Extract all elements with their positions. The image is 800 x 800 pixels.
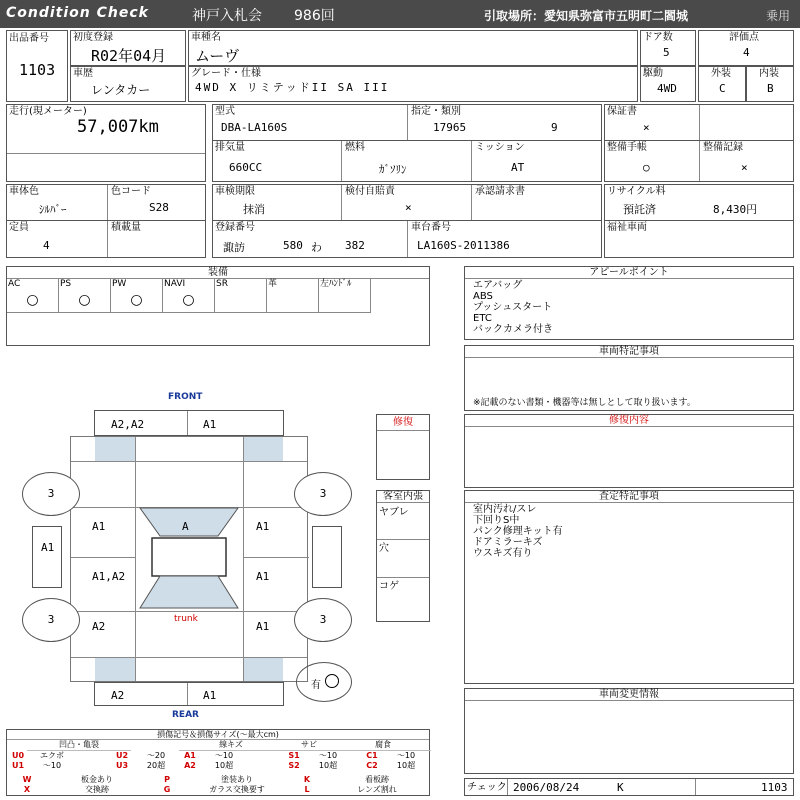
legend-other-desc: 板金あり [81,775,113,784]
recycle-label: リサイクル料 [607,186,666,197]
wheel-rear-right: 3 [294,598,352,642]
warranty-value: × [643,121,650,134]
type-value: DBA-LA160S [221,121,288,134]
interior-line-2 [377,577,429,578]
mileage-divider [7,153,205,154]
capacity-divider [107,221,108,257]
equipment-value: ○ [26,292,39,308]
inspection-value: 抹消 [243,203,265,216]
equipment-value: ○ [182,292,195,308]
check-footer [464,778,794,796]
fuel-value: ｶﾞｿﾘﾝ [379,163,407,176]
lot-value: 1103 [19,61,56,79]
repair-content-title: 修復内容 [465,415,793,427]
drive-label: 駆動 [643,68,663,79]
exterior-value: C [719,82,726,95]
spare-tire [296,662,352,702]
equipment-label: 革 [268,279,278,289]
warranty-label: 保証書 [607,106,637,117]
engine-divider-2 [471,141,472,181]
interior-lining-title: 客室内張 [377,491,429,503]
rear-label: REAR [172,710,199,720]
legend-group: 腐食 [335,740,431,751]
left-fender-mark: A1 [92,520,106,533]
score-label: 評価点 [729,32,759,43]
approval-label: 承認請求書 [475,186,525,197]
repair-content-box [464,414,794,488]
type-label: 型式 [215,106,235,117]
cabin-outline [134,506,244,614]
legend-desc: 10超 [396,761,416,770]
legend-code: C2 [366,761,378,770]
rear-left-corner [95,657,135,681]
inspection-label: 車検期限 [215,186,255,197]
equipment-label: PW [112,279,127,289]
displacement-label: 排気量 [215,142,245,153]
legend-desc: ～10 [214,751,234,760]
registration-label: 登録番号 [215,222,255,233]
maintenance-record-value: × [741,161,748,174]
body-line-6 [71,657,307,658]
recycle-value: 8,430円 [713,203,758,216]
legend-other-desc: レンズ割れ [357,785,397,794]
mission-value: AT [511,161,525,174]
capacity-label: 定員 [9,222,29,233]
trunk-label: trunk [174,614,198,624]
assessment-item: パンク修理キット有 [473,526,563,537]
legend-code: U3 [115,761,129,770]
interior-item-hole: 穴 [379,543,389,554]
assessment-item: 室内汚れ/スレ [473,504,537,515]
car-diagram [0,386,460,726]
color-code-value: S28 [149,201,169,214]
auction-name: 神戸入札会 [192,8,262,24]
wheel-front-right: 3 [294,472,352,516]
equipment-label: PS [60,279,72,289]
repair-box [376,414,430,480]
legend-other-desc: 交換跡 [85,785,109,794]
type-divider [407,105,408,141]
mileage-value: 57,007km [77,117,159,137]
front-label: FRONT [168,392,203,402]
maintenance-book-label: 整備手帳 [607,142,647,153]
spare-status-icon [325,674,339,688]
equipment-value: ○ [78,292,91,308]
inspection-box [212,184,602,222]
warranty-box [604,104,794,142]
recycle-box [604,184,794,222]
legend-other-code: K [303,775,311,784]
change-info-box [464,688,794,774]
legend-other-code: G [163,785,171,794]
equipment-cell [215,279,267,313]
rear-right-corner [243,657,283,681]
mission-label: ミッション [475,142,525,153]
registration-box [212,220,602,258]
lot-number-box [6,30,68,102]
first-registration-box [70,30,186,66]
check-divider-1 [507,779,508,795]
assessment-item: ウスキズ有り [473,548,533,559]
front-bumper [94,410,284,436]
equipment-label: NAVI [164,279,186,289]
drive-value: 4WD [657,82,677,95]
legend-desc: ～20 [146,751,166,760]
rear-bumper-left-mark: A2 [111,689,125,702]
front-bumper-divider [187,411,188,435]
equipment-cell [267,279,319,313]
registration-kana: わ [311,241,322,254]
legend-desc: 10超 [214,761,234,770]
history-box [70,66,186,102]
interior-item-tear: ヤブレ [379,507,409,518]
equipment-label: AC [8,279,21,289]
appeal-item: プッシュスタート [473,302,553,313]
repair-label: 修復 [377,415,429,431]
rear-bumper-divider [187,683,188,705]
legend-code: U1 [11,761,25,770]
legend-other-code: L [304,785,310,794]
roof [152,538,226,576]
legend-other-code: P [164,775,170,784]
color-divider [107,185,108,221]
registration-class: 580 [283,239,303,252]
spare-label: 有 [311,680,321,691]
model-name-box [188,30,638,66]
change-info-title: 車両変更情報 [465,689,793,701]
welfare-label: 福祉車両 [607,222,647,233]
insurance-label: 検付自賠責 [345,186,395,197]
interior-item-burn: コゲ [379,581,399,592]
vehicle-category: 乗用 [766,9,791,23]
legend-code: U2 [115,751,129,760]
body-color-label: 車体色 [9,186,39,197]
registration-number: 382 [345,239,365,252]
wheel-rear-left: 3 [22,598,80,642]
appeal-list [473,280,553,335]
first-reg-label: 初度登録 [73,32,113,43]
left-step [32,526,62,588]
body-color-value: ｼﾙﾊﾞｰ [39,203,67,216]
model-type-box [212,104,602,142]
legend-code: A2 [184,761,196,770]
appeal-item: バックカメラ付き [473,324,553,335]
equipment-cell [59,279,111,313]
legend-desc: ～10 [396,751,416,760]
assessment-title: 査定特記事項 [465,491,793,503]
legend-group: サビ [283,740,335,751]
left-quarter-mark: A2 [92,620,106,633]
doors-box [640,30,696,66]
legend-other-code: X [23,785,31,794]
maintenance-record-label: 整備記録 [703,142,743,153]
appeal-title: アピールポイント [465,267,793,279]
legend-group: 線キズ [179,740,283,751]
check-date: 2006/08/24 [513,781,580,794]
capacity-box [6,220,206,258]
displacement-value: 660CC [229,161,263,174]
exterior-label: 外装 [711,68,731,79]
hood-mark: A [182,520,189,533]
equipment-cell [111,279,163,313]
warranty-divider [699,105,700,141]
legend-other-desc: 塗装あり [221,775,253,784]
front-right-corner [243,437,283,461]
rear-bumper [94,682,284,706]
score-box [698,30,794,66]
body-line-4 [243,557,309,558]
equipment-label: 左ﾊﾝﾄﾞﾙ [320,279,352,289]
equipment-cell [319,279,371,313]
fuel-label: 燃料 [345,142,365,153]
recycle-status: 預託済 [623,203,656,216]
legend-code: C1 [366,751,378,760]
chassis-label: 車台番号 [411,222,451,233]
legend-desc: ～10 [318,751,338,760]
inspection-divider-1 [341,185,342,221]
grade-box [188,66,638,102]
auction-lot: 986回 [294,8,335,24]
footer-lot: 1103 [761,781,788,794]
legend-desc: 20超 [146,761,166,770]
legend-desc: ～10 [42,761,62,770]
score-value: 4 [743,46,750,59]
history-value: レンタカー [91,83,151,97]
right-quarter-mark: A1 [256,620,270,633]
special-note: ※記載のない書類・機器等は無しとして取り扱います。 [473,398,696,408]
equipment-box [6,266,430,346]
equipment-value: ○ [130,292,143,308]
capacity-value: 4 [43,239,50,252]
interior-lining-box [376,490,430,622]
welfare-box [604,220,794,258]
exterior-box [698,66,746,102]
assessment-list [473,504,563,559]
legend-other-desc: 看板跡 [365,775,389,784]
legend-code: S1 [288,751,300,760]
appeal-item: エアバッグ [473,280,523,291]
classification-value: 9 [551,121,558,134]
check-divider-2 [695,779,696,795]
mileage-label: 走行(現メーター) [9,106,87,117]
left-rear-door-mark: A1,A2 [92,570,126,583]
chassis-value: LA160S-2011386 [417,239,510,252]
insurance-value: × [405,201,412,214]
windshield [140,508,238,536]
special-title: 車両特記事項 [465,346,793,358]
inspection-divider-2 [471,185,472,221]
maintenance-divider [699,141,700,181]
lot-label: 出品番号 [9,33,49,44]
front-bumper-left-mark: A2,A2 [111,418,145,431]
maintenance-book-value: ○ [643,161,650,174]
rear-bumper-right-mark: A1 [203,689,217,702]
appeal-box [464,266,794,340]
assessment-item: 下回りS中 [473,515,520,526]
doors-label: ドア数 [643,32,673,43]
special-notes-box [464,345,794,411]
check-label: チェック [467,782,507,793]
legend-desc: エクボ [40,751,64,760]
interior-value: B [767,82,774,95]
right-step [312,526,342,588]
engine-divider-1 [341,141,342,181]
interior-box [746,66,794,102]
registration-area: 諏訪 [223,241,245,254]
body-line-1 [71,461,307,462]
damage-legend [6,729,430,796]
drive-box [640,66,696,102]
interior-label: 内装 [759,68,779,79]
registration-divider [407,221,408,257]
body-color-box [6,184,206,222]
equipment-label: SR [216,279,228,289]
legend-code: U0 [11,751,25,760]
mileage-box [6,104,206,182]
equipment-cell [7,279,59,313]
designation-label: 指定・類別 [411,106,461,117]
interior-line-1 [377,539,429,540]
right-fender-mark: A1 [256,520,270,533]
pickup-location: 引取場所：愛知県弥富市五明町二閻城 [484,9,689,23]
header-bar [0,0,800,28]
grade-value: 4WD X リミテッドII SA III [195,81,390,94]
legend-group: 凹凸・亀裂 [27,740,131,751]
legend-desc: 10超 [318,761,338,770]
rear-window [140,576,238,608]
front-bumper-right-mark: A1 [203,418,217,431]
wheel-front-left: 3 [22,472,80,516]
front-left-corner [95,437,135,461]
left-step-mark: A1 [41,541,55,554]
equipment-cell [163,279,215,313]
model-name-label: 車種名 [191,32,221,43]
doors-value: 5 [663,46,670,59]
checker-name: K [617,781,624,794]
model-name-value: ムーヴ [195,47,240,65]
engine-box [212,140,602,182]
equipment-title: 装備 [7,267,429,279]
assessment-box [464,490,794,684]
appeal-item: ABS [473,291,493,302]
history-label: 車歴 [73,68,93,79]
right-rear-door-mark: A1 [256,570,270,583]
grade-label: グレード・仕様 [191,68,261,79]
body-line-3 [71,557,135,558]
assessment-item: ドアミラーキズ [473,537,543,548]
load-label: 積載量 [111,222,141,233]
header-left-title: Condition Check [6,5,149,21]
maintenance-box [604,140,794,182]
appeal-item: ETC [473,313,492,324]
color-code-label: 色コード [111,186,151,197]
first-reg-value: R02年04月 [91,47,167,65]
legend-code: A1 [184,751,196,760]
legend-other-code: W [22,775,32,784]
designation-value: 17965 [433,121,467,134]
legend-code: S2 [288,761,300,770]
legend-other-desc: ガラス交換要す [209,785,265,794]
legend-title: 損傷記号＆損傷サイズ(～最大cm) [7,730,429,740]
